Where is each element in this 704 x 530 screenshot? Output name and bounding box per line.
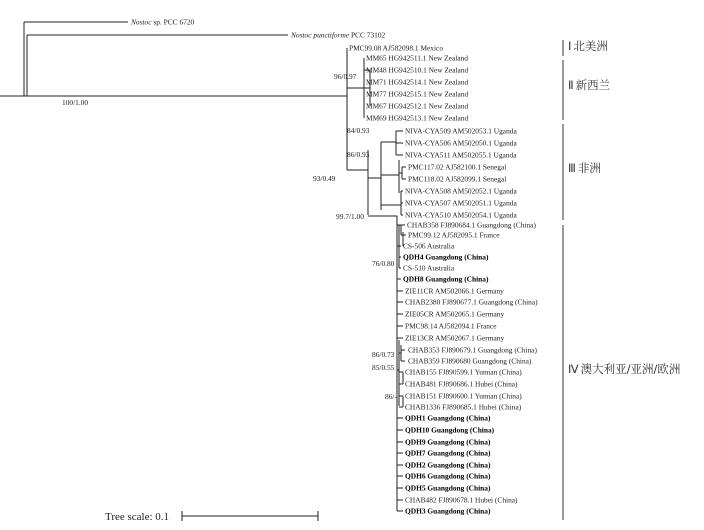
leaf-label: MM77 HG942515.1 New Zealand: [366, 89, 469, 99]
support-value: 99.7/1.00: [336, 212, 364, 221]
leaf-label: CHAB358 FJ890684.1 Guangdong (China): [407, 220, 536, 230]
leaf-genus: Nostoc punctiforme: [291, 30, 350, 40]
leaf-label: NIVA-CYA508 AM502052.1 Uganda: [405, 186, 517, 196]
clade-name: 非洲: [577, 161, 601, 175]
leaf-genus: Nostoc: [131, 17, 152, 27]
leaf-label: QDH10 Guangdong (China): [405, 425, 495, 435]
leaf-label: ZIE05CR AM502065.1 Germany: [405, 309, 505, 319]
leaf-label: CHAB155 FJ890599.1 Yunnan (China): [405, 367, 522, 377]
leaf-label: CHAB353 FJ890679.1 Guangdong (China): [408, 345, 537, 355]
leaf-label: ZIE13CR AM502067.1 Germany: [405, 333, 505, 343]
leaf-label: CHAB481 FJ890686.1 Hubei (China): [405, 379, 518, 389]
leaf-label: CHAB359 FJ890680 Guangdong (China): [408, 356, 532, 366]
leaf-label: PMC99.08 AJ582098.1 Mexico: [349, 43, 444, 53]
clade-label: [568, 39, 608, 53]
leaf-label: QDH2 Guangdong (China): [405, 460, 491, 470]
leaf-label: QDH3 Guangdong (China): [405, 506, 491, 516]
leaf-label: NIVA-CYA510 AM502054.1 Uganda: [405, 210, 517, 220]
leaf-label: NIVA-CYA507 AM502051.1 Uganda: [405, 198, 517, 208]
support-value: 84/0.93: [347, 126, 370, 135]
leaf-label: QDH1 Guangdong (China): [405, 413, 491, 423]
clade-numeral: Ⅲ: [568, 161, 576, 175]
leaf-label: [290, 31, 386, 40]
leaf-label: PMC117.02 AJ582100.1 Senegal: [408, 162, 507, 172]
leaf-label: CHAB482 FJ890678.1 Hubei (China): [405, 495, 518, 505]
leaf-label: QDH9 Guangdong (China): [405, 437, 491, 447]
leaf-label: [130, 18, 195, 27]
leaf-label: CHAB1336 FJ890685.1 Hubei (China): [405, 402, 522, 412]
clade-name: 北美洲: [573, 39, 608, 53]
leaf-label: CS-510 Australia: [403, 263, 455, 273]
support-value: 96/0.97: [334, 72, 357, 81]
leaf-strain: sp. PCC 6720: [151, 17, 195, 27]
leaf-label: NIVA-CYA509 AM502053.1 Uganda: [405, 126, 517, 136]
leaf-label: CHAB2380 FJ890677.1 Guangdong (China): [405, 297, 538, 307]
leaf-label: QDH7 Guangdong (China): [405, 448, 491, 458]
clade-numeral: Ⅰ: [568, 39, 572, 53]
clade-name: 新西兰: [575, 78, 611, 92]
leaf-label: QDH4 Guangdong (China): [403, 252, 489, 262]
leaf-label: MM69 HG942513.1 New Zealand: [366, 113, 469, 123]
leaf-label: QDH8 Guangdong (China): [403, 274, 489, 284]
leaf-label: PMC98.14 AJ582094.1 France: [405, 321, 497, 331]
support-value: 86/0.73: [372, 350, 395, 359]
leaf-label: MM48 HG942510.1 New Zealand: [366, 65, 469, 75]
leaf-label: NIVA-CYA506 AM502050.1 Uganda: [405, 138, 517, 148]
leaf-label: CHAB151 FJ890600.1 Yunnan (China): [405, 391, 522, 401]
leaf-label: NIVA-CYA511 AM502055.1 Uganda: [405, 150, 517, 160]
support-value: 100/1.00: [62, 98, 89, 107]
leaf-label: QDH5 Guangdong (China): [405, 483, 491, 493]
support-value: 86/0.93: [347, 150, 370, 159]
leaf-label: MM67 HG942512.1 New Zealand: [366, 101, 469, 111]
leaf-strain: PCC 73102: [349, 30, 386, 40]
clade-label: [568, 78, 611, 92]
leaf-label: MM71 HG942514.1 New Zealand: [366, 77, 469, 87]
leaf-label: ZIE11CR AM502066.1 Germany: [405, 286, 504, 296]
support-value: 93/0.49: [313, 174, 336, 183]
support-value: 85/0.55: [372, 363, 395, 372]
clade-name: 澳大利亚/亚洲/欧洲: [580, 362, 681, 376]
leaf-label: PMC99.12 AJ582095.1 France: [408, 230, 500, 240]
leaf-label: MM65 HG942511.1 New Zealand: [366, 53, 468, 63]
clade-numeral: Ⅳ: [568, 362, 579, 376]
support-value: 86/-: [385, 392, 397, 401]
clade-numeral: Ⅱ: [568, 78, 574, 92]
leaf-label: QDH6 Guangdong (China): [405, 471, 491, 481]
leaf-label: CS-506 Australia: [403, 241, 455, 251]
scale-label: Tree scale: 0.1: [105, 511, 170, 523]
leaf-label: PMC118.02 AJ582099.1 Senegal: [408, 174, 507, 184]
clade-label: [568, 362, 680, 376]
support-value: 76/0.80: [372, 259, 395, 268]
clade-label: [568, 161, 601, 175]
